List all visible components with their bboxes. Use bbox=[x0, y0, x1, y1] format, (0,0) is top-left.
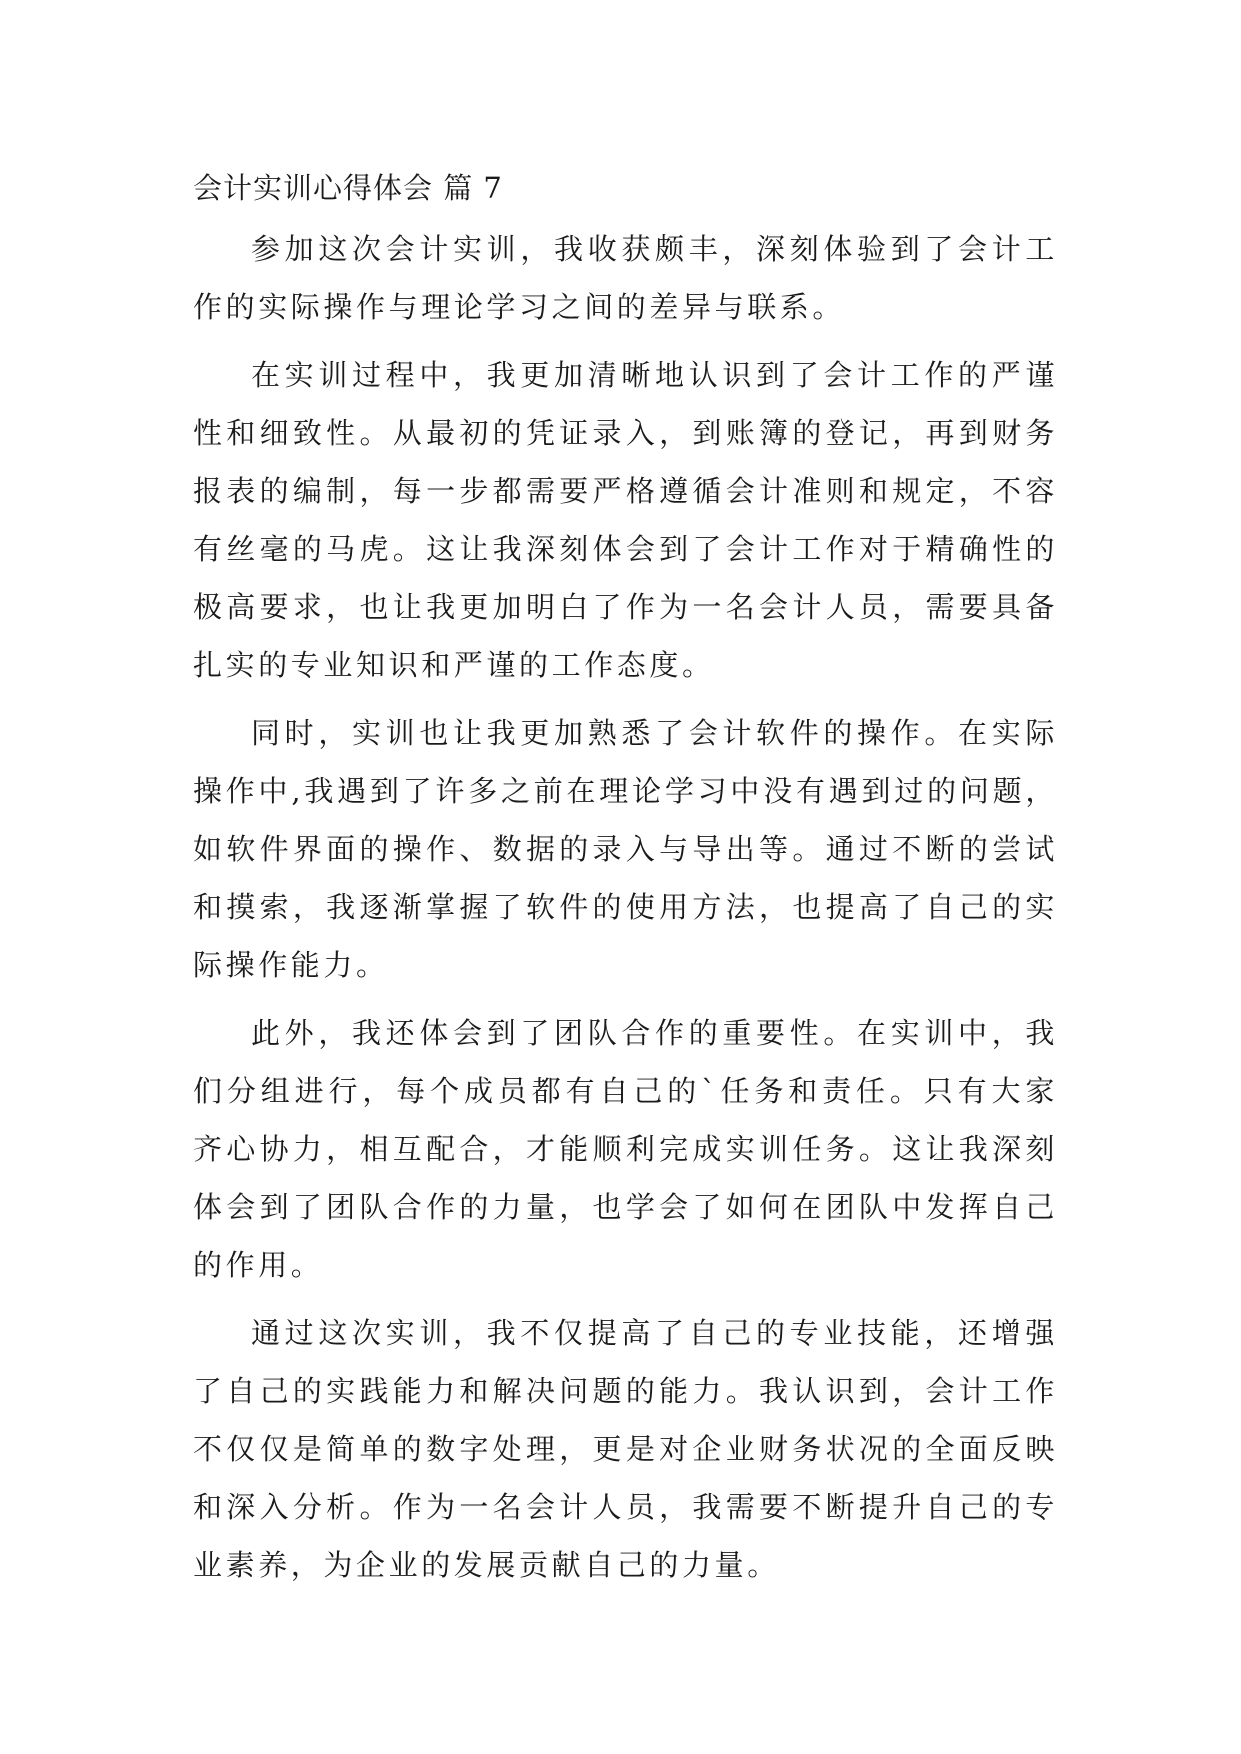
paragraph: 参加这次会计实训，我收获颇丰，深刻体验到了会计工作的实际操作与理论学习之间的差异与联系。 bbox=[193, 232, 1058, 324]
document-title: 会计实训心得体会 篇 7 bbox=[193, 171, 503, 205]
paragraph: 同时，实训也让我更加熟悉了会计软件的操作。在实际操作中,我遇到了许多之前在理论学习中没有遇到过的问题，如软件界面的操作、数据的录入与导出等。通过不断的尝试和摸索，我逐渐掌握了软件的使用方法，也提高了自己的实际操作能力。 bbox=[193, 716, 1058, 982]
paragraph: 此外，我还体会到了团队合作的重要性。在实训中，我们分组进行，每个成员都有自己的`任务和责任。只有大家齐心协力，相互配合，才能顺利完成实训任务。这让我深刻体会到了团队合作的力量，也学会了如何在团队中发挥自己的作用。 bbox=[193, 1016, 1058, 1282]
paragraph: 通过这次实训，我不仅提高了自己的专业技能，还增强了自己的实践能力和解决问题的能力。我认识到，会计工作不仅仅是简单的数字处理，更是对企业财务状况的全面反映和深入分析。作为一名会计人员，我需要不断提升自己的专业素养，为企业的发展贡献自己的力量。 bbox=[193, 1316, 1058, 1582]
paragraph: 在实训过程中，我更加清晰地认识到了会计工作的严谨性和细致性。从最初的凭证录入，到账簿的登记，再到财务报表的编制，每一步都需要严格遵循会计准则和规定，不容有丝毫的马虎。这让我深刻体会到了会计工作对于精确性的极高要求，也让我更加明白了作为一名会计人员，需要具备扎实的专业知识和严谨的工作态度。 bbox=[193, 358, 1058, 682]
document-body bbox=[193, 164, 1058, 1604]
